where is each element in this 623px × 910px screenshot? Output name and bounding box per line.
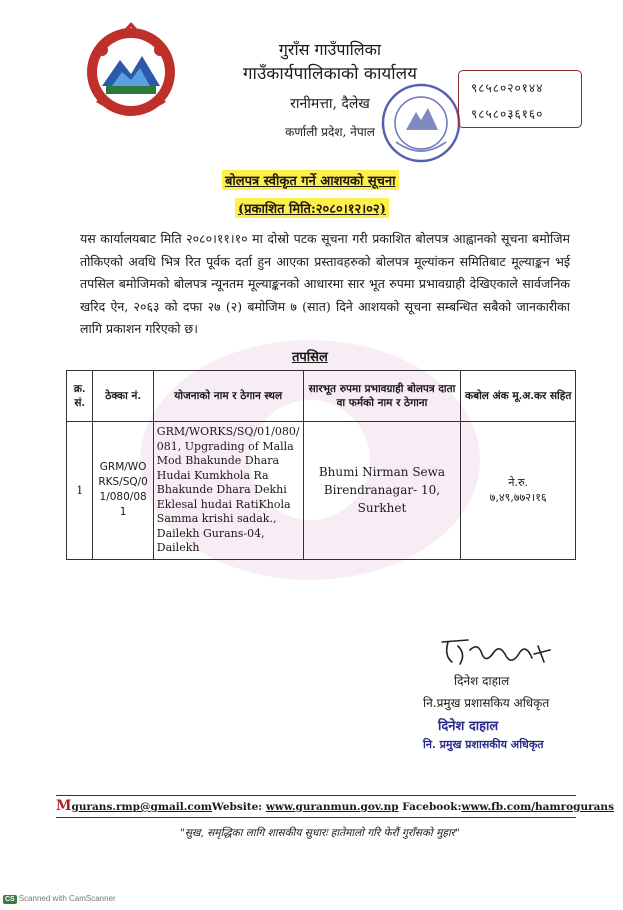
municipality-emblem-icon: [82, 20, 180, 122]
header-firm: सारभूत रुपमा प्रभावग्राही बोलपत्र दाता वा फर्मको नाम र ठेगाना: [303, 371, 461, 422]
cell-contract-no: [93, 422, 153, 560]
header-line-office: गाउँकार्यपालिकाको कार्यालय: [242, 64, 418, 84]
header-line-municipality: गुराँस गाउँपालिका: [278, 40, 382, 59]
signatory-name: दिनेश दाहाल: [454, 674, 510, 688]
notice-published-date: (प्रकाशित मिति:२०८०।१२।०२): [235, 198, 389, 218]
header-line-location: रानीमत्ता, दैलेख: [290, 96, 370, 112]
contract-no-text: GRM/WORKS/SQ/01/080/081: [98, 461, 148, 519]
phone-number-1: ९८५८०२०१४४: [471, 81, 544, 95]
footer-facebook-label: Facebook:: [402, 801, 462, 813]
stamp-signatory-designation: नि. प्रमुख प्रशासकीय अधिकृत: [423, 738, 544, 751]
cell-firm: [303, 422, 461, 560]
camscanner-badge-icon: CS: [5, 896, 15, 903]
header-sn: क्र. सं.: [67, 371, 93, 422]
header-contract-no: ठेक्का नं.: [93, 371, 153, 422]
stamp-signatory-name: दिनेश दाहाल: [438, 719, 499, 734]
footer-slogan: "सुख, समृद्धिका लागि शासकीय सुधारः हातेमालो गरि फेरौं गुराँसको मुहार": [180, 827, 460, 839]
handwritten-signature-icon: [438, 632, 558, 672]
footer-website-label: Website:: [211, 801, 263, 813]
camscanner-text: Scanned with CamScanner: [18, 894, 116, 903]
signatory-designation: नि.प्रमुख प्रशासकिय अधिकृत: [423, 696, 550, 710]
signature-scribble-text: २०८०।१२।०२: [478, 670, 483, 671]
cell-amount: [461, 422, 576, 560]
firm-address: Birendranagar- 10, Surkhet: [323, 483, 441, 516]
phone-number-2: ९८५८०३६१६०: [471, 107, 544, 121]
cell-project: GRM/WORKS/SQ/01/080/ 081, Upgrading of Malla Mod Bhakunde Dhara Hudai Kumkhola Ra Bhakunde Dhara Dekhi Eklesal hudai RatiKhola Samma krishi sadak., Dailekh Gurans-04, Dailekh: [153, 422, 303, 560]
phone-numbers-box: [458, 70, 582, 128]
office-round-stamp-icon: [378, 80, 464, 166]
camscanner-label: [3, 894, 116, 904]
amount-prefix: ने.रु.: [508, 476, 529, 490]
footer-contacts: [56, 798, 614, 814]
notice-title: बोलपत्र स्वीकृत गर्ने आशयको सूचना: [222, 170, 399, 190]
schedule-title: तपसिल: [292, 350, 328, 365]
header-amount: कबोल अंक मू.अ.कर सहित: [461, 371, 576, 422]
header-line-province: कर्णाली प्रदेश, नेपाल: [285, 125, 375, 139]
header-project: योजनाको नाम र ठेगान स्थल: [153, 371, 303, 422]
firm-name: Bhumi Nirman Sewa: [318, 465, 446, 480]
m-logo-icon: M: [56, 798, 72, 814]
footer-email-link[interactable]: gurans.rmp@gmail.com: [71, 801, 212, 813]
amount-value: ७,४९,७७२।१६: [489, 491, 547, 505]
cell-sn: 1: [67, 422, 93, 560]
footer-website-link[interactable]: www.guranmun.gov.np: [265, 801, 399, 813]
notice-body-paragraph: यस कार्यालयबाट मिति २०८०।११।१० मा दोस्रो पटक सूचना गरी प्रकाशित बोलपत्र आह्वानको सूचना बमोजिम तोकिएको अवधि भित्र रित पूर्वक दर्ता हुन आएका प्रस्तावहरुको बोलपत्र मूल्यांकन समितिबाट मूल्याङ्कन भई तपसिल बमोजिमको बोलपत्र न्यूनतम मूल्याङ्कनको आधारमा सार भूत रुपमा प्रभावग्राही देखिएकाले सार्वजनिक खरिद ऐन, २०६३ को दफा २७ (२) बमोजिम ७ (सात) दिने आशयको सूचना सम्बन्धित सबैको जानकारीका लागि प्रकाशन गरिएको छ।: [80, 231, 570, 336]
table-row: [67, 422, 576, 560]
schedule-table: [66, 370, 576, 560]
table-header-row: [67, 371, 576, 422]
footer-facebook-link[interactable]: www.fb.com/hamrogurans: [461, 801, 614, 813]
footer-top-rule: [56, 795, 576, 796]
footer-bottom-rule: [56, 817, 576, 818]
